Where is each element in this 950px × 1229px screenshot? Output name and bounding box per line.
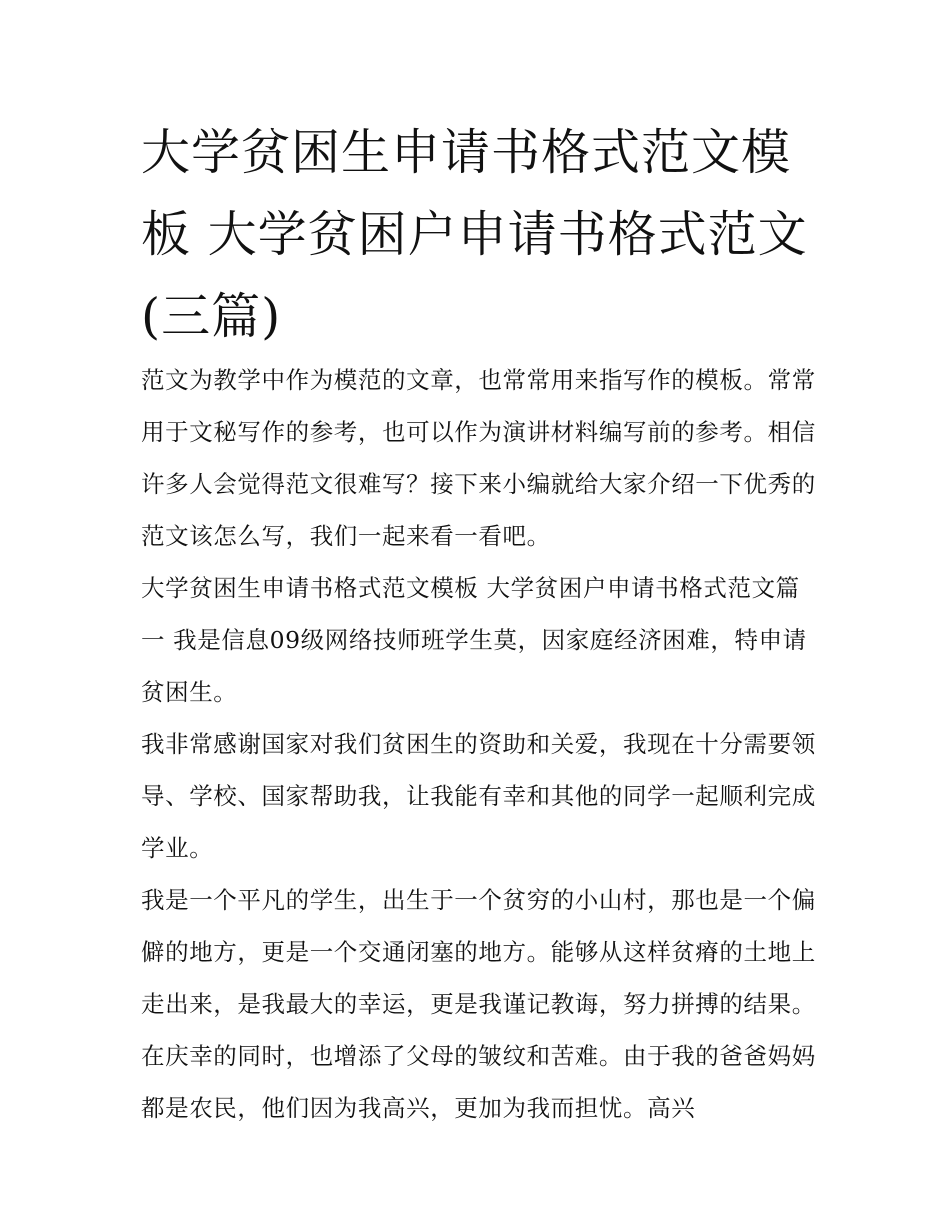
document-title: 大学贫困生申请书格式范文模板 大学贫困户申请书格式范文(三篇)	[141, 124, 808, 345]
paragraph-gratitude: 我非常感谢国家对我们贫困生的资助和关爱，我现在十分需要领导、学校、国家帮助我，让我能有幸和其他的同学一起顺利完成学业。	[141, 730, 816, 862]
paragraph-article-one-opening: 大学贫困生申请书格式范文模板 大学贫困户申请书格式范文篇一 我是信息09级网络技师班学生莫，因家庭经济困难，特申请贫困生。	[141, 574, 807, 706]
paragraph-background: 我是一个平凡的学生，出生于一个贫穷的小山村，那也是一个偏僻的地方，更是一个交通闭塞的地方。能够从这样贫瘠的土地上走出来，是我最大的幸运，更是我谨记教诲，努力拼搏的结果。在庆幸的同时，也增添了父母的皱纹和苦难。由于我的爸爸妈妈都是农民，他们因为我高兴，更加为我而担忧。高兴	[141, 886, 816, 1122]
document-body	[141, 354, 821, 1134]
paragraph-intro: 范文为教学中作为模范的文章，也常常用来指写作的模板。常常用于文秘写作的参考，也可以作为演讲材料编写前的参考。相信许多人会觉得范文很难写？接下来小编就给大家介绍一下优秀的范文该怎么写，我们一起来看一看吧。	[141, 366, 816, 550]
